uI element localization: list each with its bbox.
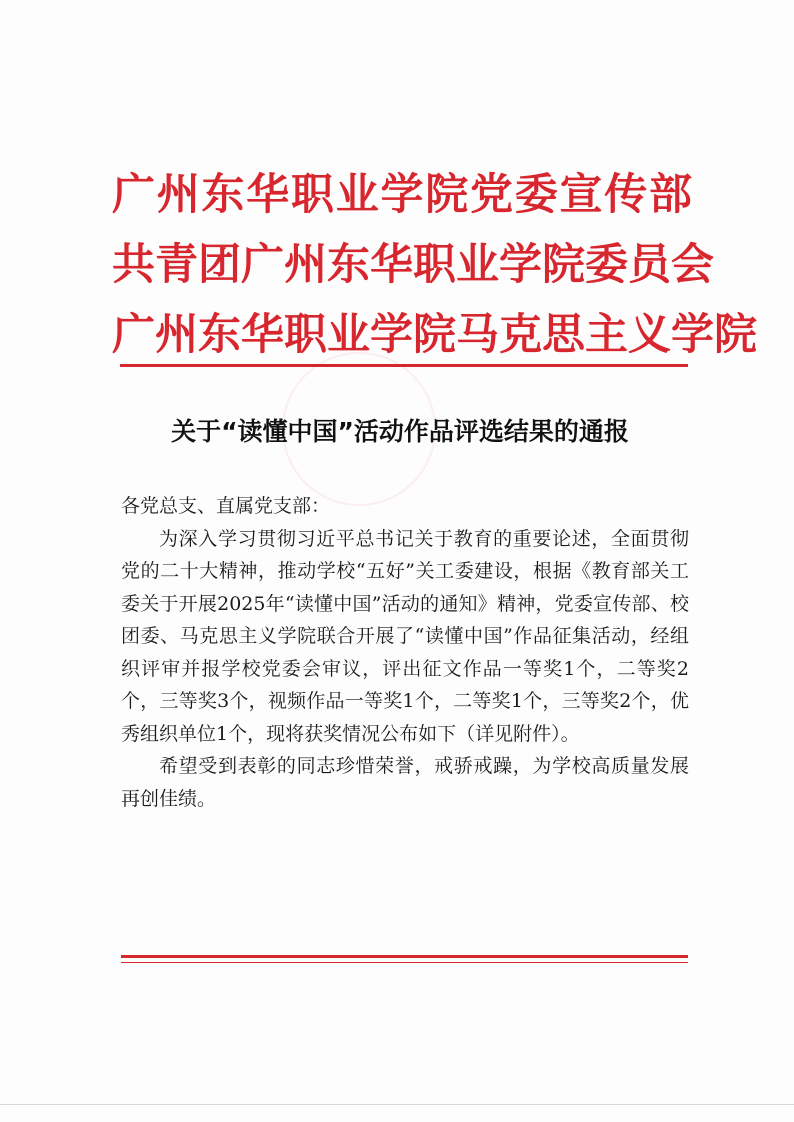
footer-red-rule-thick	[121, 955, 688, 958]
body-paragraph: 为深入学习贯彻习近平总书记关于教育的重要论述，全面贯彻党的二十大精神，推动学校“五好”关工委建设，根据《教育部关工委关于开展2025年“读懂中国”活动的通知》精神，党委宣传部、校团委、马克思主义学院联合开展了“读懂中国”作品征集活动，经组织评审并报学校党委会审议，评出征文作品一等奖1个，二等奖2个，三等奖3个，视频作品一等奖1个，二等奖1个，三等奖2个，优秀组织单位1个，现将获奖情况公布如下（详见附件）。	[121, 527, 689, 745]
footer-red-rule-thin	[121, 962, 688, 963]
scan-edge-line	[0, 1104, 794, 1105]
letterhead	[112, 160, 757, 370]
body-paragraph: 希望受到表彰的同志珍惜荣誉，戒骄戒躁，为学校高质量发展再创佳绩。	[121, 755, 689, 810]
document-body	[121, 490, 689, 815]
letterhead-red-rule	[120, 364, 688, 367]
salutation: 各党总支、直属党支部：	[121, 495, 331, 517]
issuer-line-youth-league-committee: 共青团广州东华职业学院委员会	[112, 240, 714, 290]
document-title: 关于“读懂中国”活动作品评选结果的通报	[171, 417, 629, 446]
issuer-line-publicity-department: 广州东华职业学院党委宣传部	[112, 170, 692, 220]
issuer-line-marxism-school: 广州东华职业学院马克思主义学院	[112, 310, 757, 360]
